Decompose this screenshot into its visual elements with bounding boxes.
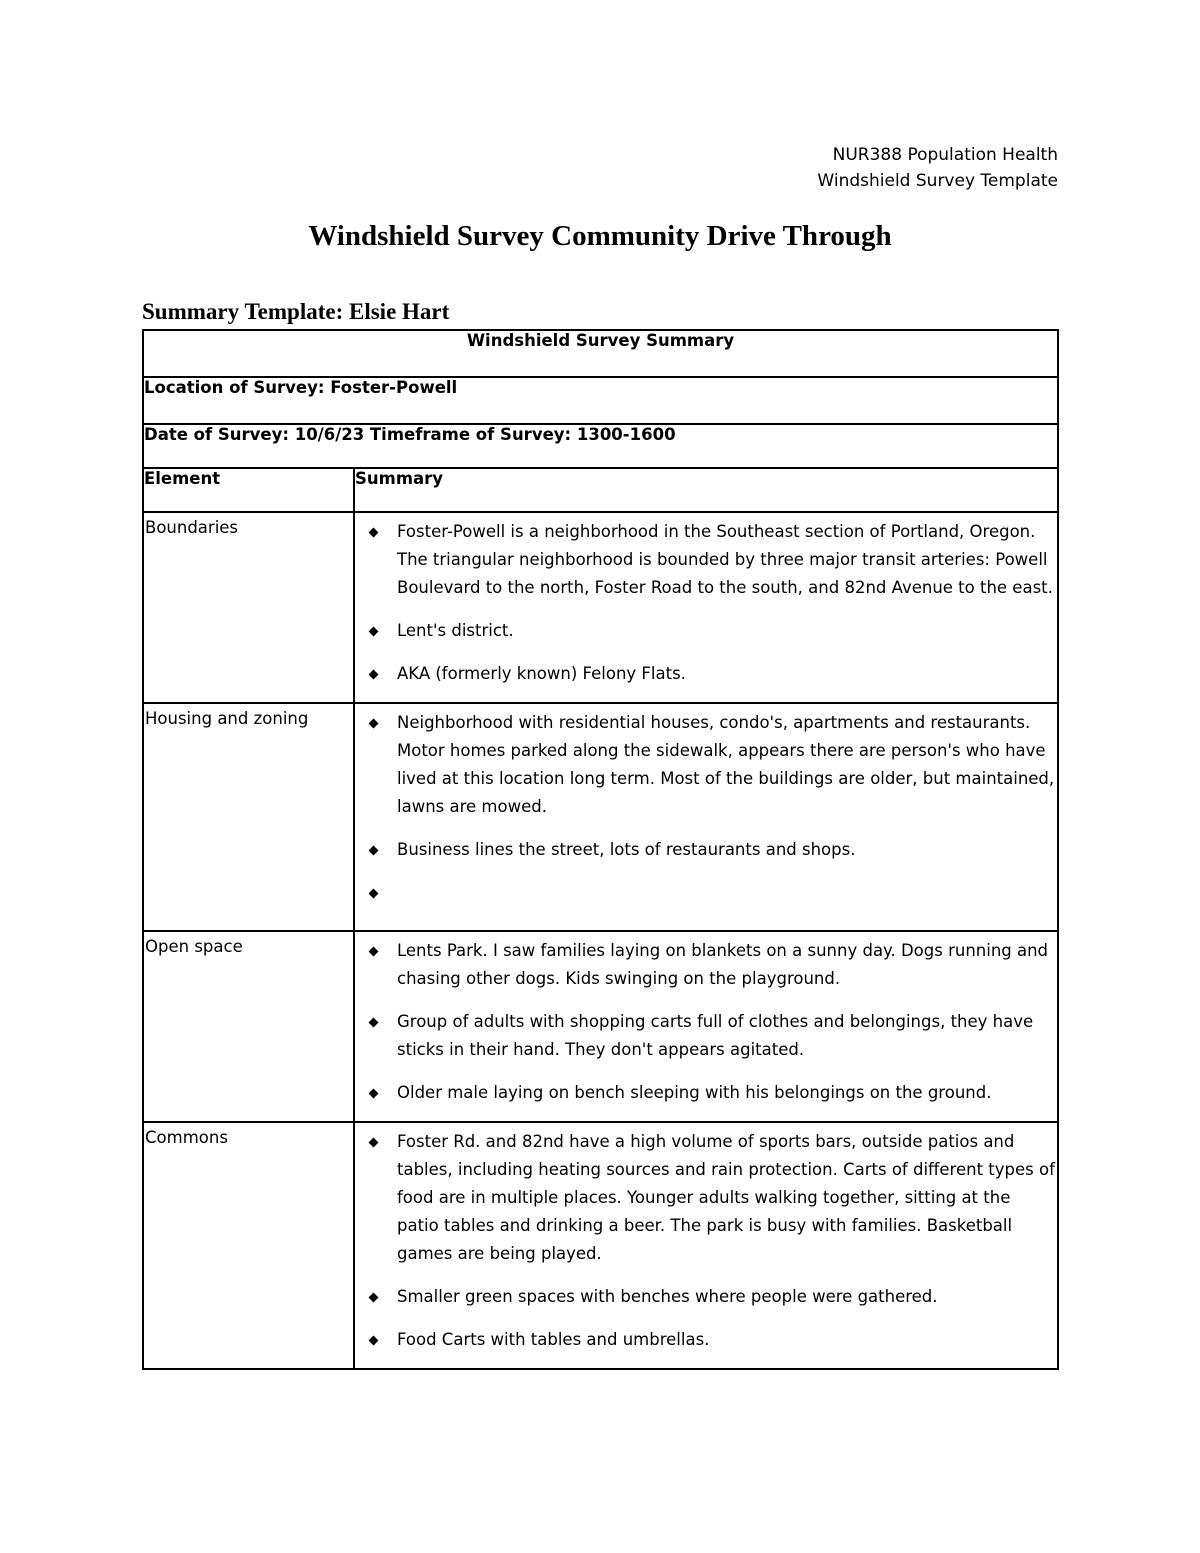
list-item	[355, 709, 1057, 821]
bullet-text: Older male laying on bench sleeping with his belongings on the ground.	[397, 1083, 992, 1102]
diamond-bullet-icon	[369, 947, 379, 957]
list-item	[355, 660, 1057, 688]
column-header-element: Element	[143, 468, 354, 512]
bullet-list	[355, 513, 1057, 702]
template-label: Windshield Survey Template	[817, 171, 1058, 191]
table-title-row	[143, 330, 1058, 377]
summary-template-heading: Summary Template: Elsie Hart	[142, 299, 450, 324]
table-row	[143, 1122, 1058, 1369]
bullet-list	[355, 1123, 1057, 1368]
list-item	[355, 1128, 1057, 1268]
course-label: NUR388 Population Health	[832, 145, 1058, 165]
bullet-text: Foster Rd. and 82nd have a high volume of sports bars, outside patios and tables, including heating sources and rain protection. Carts of different types of food are in multiple places. Younger adults walking together, sitting at the patio tables and drinking a beer. The park is busy with families. Basketball games are being played.	[397, 1132, 1055, 1263]
location-row	[143, 377, 1058, 424]
element-label: Boundaries	[145, 518, 239, 537]
element-label: Housing and zoning	[145, 709, 309, 728]
bullet-text: Smaller green spaces with benches where people were gathered.	[397, 1287, 938, 1306]
document-title: Windshield Survey Community Drive Through	[308, 220, 892, 252]
list-item	[355, 879, 1057, 916]
diamond-bullet-icon	[369, 846, 379, 856]
bullet-text: Neighborhood with residential houses, condo's, apartments and restaurants. Motor homes parked along the sidewalk, appears there are person's who have lived at this location long term. Most of the buildings are older, but maintained, lawns are mowed.	[397, 713, 1055, 816]
column-header-summary: Summary	[354, 468, 1058, 512]
list-item	[355, 937, 1057, 993]
element-label: Commons	[145, 1128, 228, 1147]
summary-cell	[354, 931, 1058, 1122]
date-row	[143, 424, 1058, 468]
list-item	[355, 617, 1057, 645]
list-item	[355, 518, 1057, 602]
survey-location: Location of Survey: Foster-Powell	[143, 377, 1058, 424]
diamond-bullet-icon	[369, 627, 379, 637]
table-row	[143, 512, 1058, 703]
diamond-bullet-icon	[369, 1293, 379, 1303]
diamond-bullet-icon	[369, 1336, 379, 1346]
summary-cell	[354, 512, 1058, 703]
element-cell	[143, 703, 354, 931]
bullet-text: Foster-Powell is a neighborhood in the Southeast section of Portland, Oregon. The triangular neighborhood is bounded by three major transit arteries: Powell Boulevard to the north, Foster Road to the south, and 82nd Avenue to the east.	[397, 522, 1053, 597]
table-row	[143, 931, 1058, 1122]
element-label: Open space	[145, 937, 243, 956]
table-title: Windshield Survey Summary	[143, 330, 1058, 377]
bullet-list	[355, 932, 1057, 1121]
diamond-bullet-icon	[369, 719, 379, 729]
diamond-bullet-icon	[369, 1089, 379, 1099]
list-item	[355, 836, 1057, 864]
list-item	[355, 1283, 1057, 1311]
diamond-bullet-icon	[369, 1018, 379, 1028]
bullet-text: AKA (formerly known) Felony Flats.	[397, 664, 686, 683]
survey-date-timeframe: Date of Survey: 10/6/23 Timeframe of Survey: 1300-1600	[143, 424, 1058, 468]
table-row	[143, 703, 1058, 931]
element-cell	[143, 1122, 354, 1369]
element-cell	[143, 512, 354, 703]
list-item	[355, 1008, 1057, 1064]
list-item	[355, 1326, 1057, 1354]
list-item	[355, 1079, 1057, 1107]
column-header-row	[143, 468, 1058, 512]
survey-summary-table	[142, 329, 1059, 1370]
bullet-text: Food Carts with tables and umbrellas.	[397, 1330, 710, 1349]
summary-cell	[354, 703, 1058, 931]
diamond-bullet-icon	[369, 1138, 379, 1148]
bullet-text: Lents Park. I saw families laying on blankets on a sunny day. Dogs running and chasing other dogs. Kids swinging on the playground.	[397, 941, 1049, 988]
summary-cell	[354, 1122, 1058, 1369]
bullet-text: Business lines the street, lots of restaurants and shops.	[397, 840, 856, 859]
running-header	[817, 142, 1058, 194]
element-cell	[143, 931, 354, 1122]
diamond-bullet-icon	[369, 528, 379, 538]
bullet-text: Lent's district.	[397, 621, 514, 640]
diamond-bullet-icon	[369, 889, 379, 899]
diamond-bullet-icon	[369, 670, 379, 680]
bullet-text: Group of adults with shopping carts full of clothes and belongings, they have sticks in their hand. They don't appears agitated.	[397, 1012, 1034, 1059]
bullet-list	[355, 704, 1057, 930]
